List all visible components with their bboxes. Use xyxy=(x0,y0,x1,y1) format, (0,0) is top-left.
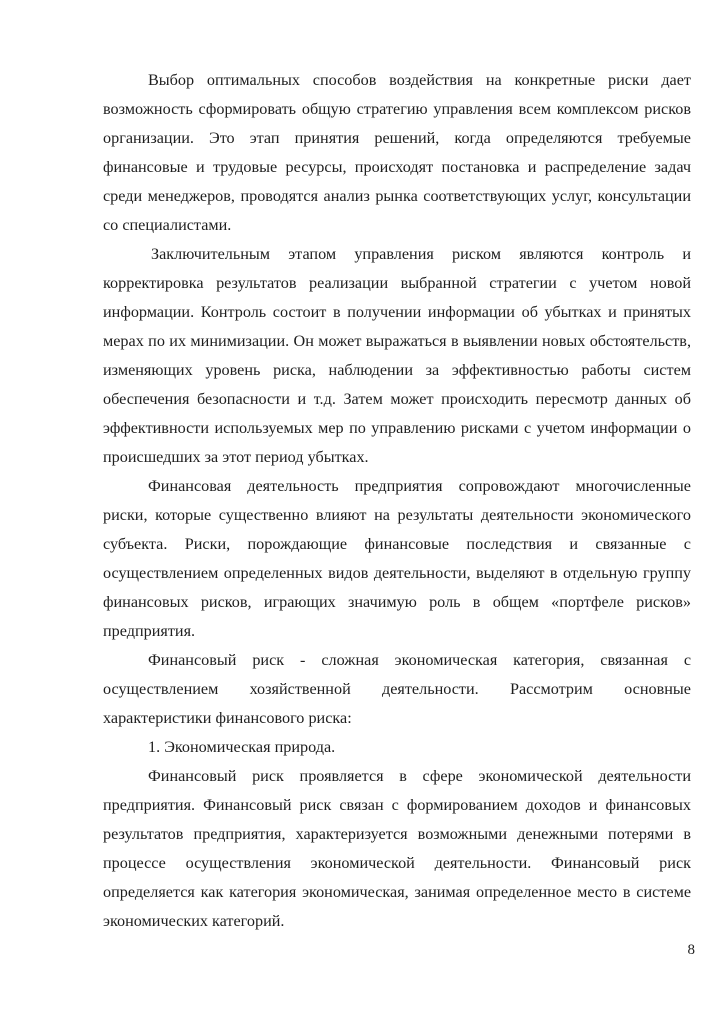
paragraph-financial-risk-definition: Финансовый риск - сложная экономическая категория, связанная с осуществлением хозяйственной деятельности. Рассмотрим основные характеристики финансового риска: xyxy=(103,651,691,727)
page-number: 8 xyxy=(687,942,695,958)
paragraph-economic-nature: Финансовый риск проявляется в сфере экономической деятельности предприятия. Финансовый риск связан с формированием доходов и финансовых результатов предприятия, характеризуется возможными денежными потерями в процессе осуществления экономической деятельности. Финансовый риск определяется как категория экономическая, занимая определенное место в системе экономических категорий. xyxy=(103,767,691,930)
paragraph-risk-strategy: Выбор оптимальных способов воздействия на конкретные риски дает возможность сформировать общую стратегию управления всем комплексом рисков организации. Это этап принятия решений, когда определяются требуемые финансовые и трудовые ресурсы, происходят постановка и распределение задач среди менеджеров, проводятся анализ рынка соответствующих услуг, консультации со специалистами. xyxy=(103,71,691,234)
paragraph-risk-control: Заключительным этапом управления риском являются контроль и корректировка результатов реализации выбранной стратегии с учетом новой информации. Контроль состоит в получении информации об убытках и принятых мерах по их минимизации. Он может выражаться в выявлении новых обстоятельств, изменяющих уровень риска, наблюдении за эффективностью работы систем обеспечения безопасности и т.д. Затем может происходить пересмотр данных об эффективности используемых мер по управлению рисками с учетом информации о происшедших за этот период убытках. xyxy=(103,245,691,466)
paragraph-financial-activity: Финансовая деятельность предприятия сопровождают многочисленные риски, которые существенно влияют на результаты деятельности экономического субъекта. Риски, порождающие финансовые последствия и связанные с осуществлением определенных видов деятельности, выделяют в отдельную группу финансовых рисков, играющих значимую роль в общем «портфеле рисков» предприятия. xyxy=(103,477,691,640)
body-text xyxy=(103,66,691,936)
list-item-economic-nature: 1. Экономическая природа. xyxy=(148,738,336,756)
